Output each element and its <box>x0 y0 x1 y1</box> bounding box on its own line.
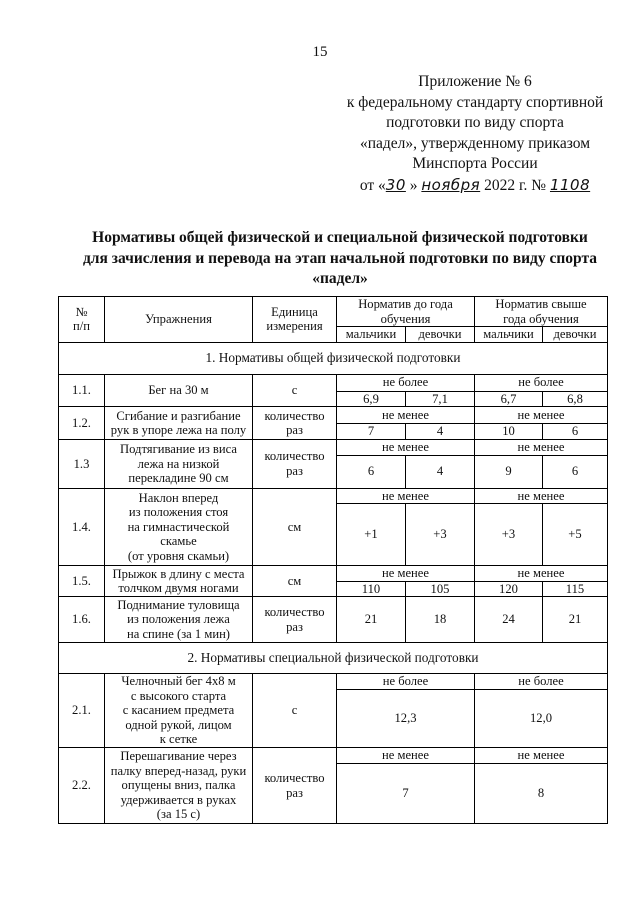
row-condition: не менее <box>475 488 608 504</box>
row-condition: не более <box>475 374 608 391</box>
header-unit: Единица измерения <box>253 297 337 343</box>
value-cell: +3 <box>406 504 475 566</box>
row-condition: не более <box>337 374 475 391</box>
table-row <box>59 748 608 764</box>
table-row <box>59 674 608 690</box>
table-row <box>59 440 608 456</box>
row-unit: количество раз <box>253 748 337 824</box>
row-condition: не менее <box>475 407 608 424</box>
row-exercise: Челночный бег 4х8 м с высокого старта с касанием предмета одной рукой, лицом к сетке <box>105 674 253 748</box>
value-cell: 24 <box>475 597 543 643</box>
row-unit: см <box>253 488 337 566</box>
row-num: 1.1. <box>59 374 105 407</box>
table-row <box>59 566 608 582</box>
title-line: Нормативы общей физической и специальной физической подготовки <box>92 229 588 246</box>
row-condition: не менее <box>475 748 608 764</box>
page-number: 15 <box>312 44 328 60</box>
row-exercise: Наклон вперед из положения стоя на гимнастической скамье (от уровня скамьи) <box>105 488 253 566</box>
row-condition: не более <box>475 674 608 690</box>
row-condition: не менее <box>475 440 608 456</box>
table-row <box>59 374 608 391</box>
date-year: 2022 г. № <box>484 176 547 194</box>
value-cell: 6 <box>337 455 406 488</box>
row-unit: количество раз <box>253 407 337 440</box>
row-num: 1.6. <box>59 597 105 643</box>
table-row <box>59 407 608 424</box>
value-cell: 4 <box>406 424 475 440</box>
header-boys: мальчики <box>475 327 543 343</box>
table-row <box>59 488 608 504</box>
value-cell: 6 <box>543 424 608 440</box>
appendix-line: «падел», утвержденному приказом <box>359 134 591 152</box>
value-cell: +1 <box>337 504 406 566</box>
value-cell: 6,7 <box>475 391 543 407</box>
title-line: «падел» <box>312 270 368 287</box>
value-cell: +3 <box>475 504 543 566</box>
header-norm-over-year: Норматив свыше года обучения <box>475 297 608 327</box>
value-cell: 7 <box>337 764 475 824</box>
row-num: 2.2. <box>59 748 105 824</box>
value-cell: 120 <box>475 581 543 597</box>
appendix-line: Минспорта России <box>412 155 538 172</box>
order-date-line <box>330 175 620 197</box>
header-girls: девочки <box>406 327 475 343</box>
header-exercise: Упражнения <box>105 297 253 343</box>
value-cell: 21 <box>543 597 608 643</box>
row-unit: с <box>253 374 337 407</box>
section-row <box>59 643 608 674</box>
handwritten-day: 30 <box>385 175 406 194</box>
header-boys: мальчики <box>337 327 406 343</box>
date-mid: » <box>409 176 418 194</box>
value-cell: +5 <box>543 504 608 566</box>
row-unit: см <box>253 566 337 597</box>
row-num: 1.4. <box>59 488 105 566</box>
appendix-header <box>330 72 620 196</box>
value-cell: 12,0 <box>475 690 608 748</box>
table-header-row <box>59 297 608 327</box>
section-title: 1. Нормативы общей физической подготовки <box>59 342 608 374</box>
header-num: № п/п <box>59 297 105 343</box>
value-cell: 6,9 <box>337 391 406 407</box>
row-exercise: Подтягивание из виса лежа на низкой перекладине 90 см <box>105 440 253 489</box>
document-title <box>40 228 640 290</box>
appendix-line: подготовки по виду спорта <box>386 114 564 131</box>
row-num: 1.5. <box>59 566 105 597</box>
norms-table <box>58 296 608 824</box>
row-condition: не менее <box>337 748 475 764</box>
value-cell: 10 <box>475 424 543 440</box>
appendix-line: Приложение № 6 <box>418 73 532 90</box>
value-cell: 21 <box>337 597 406 643</box>
value-cell: 12,3 <box>337 690 475 748</box>
value-cell: 105 <box>406 581 475 597</box>
section-title: 2. Нормативы специальной физической подготовки <box>59 643 608 674</box>
value-cell: 115 <box>543 581 608 597</box>
row-condition: не менее <box>337 566 475 582</box>
row-unit: количество раз <box>253 597 337 643</box>
row-num: 1.2. <box>59 407 105 440</box>
row-num: 2.1. <box>59 674 105 748</box>
row-exercise: Прыжок в длину с места толчком двумя ногами <box>105 566 253 597</box>
handwritten-order-number: 1108 <box>549 175 591 194</box>
row-unit: с <box>253 674 337 748</box>
row-condition: не менее <box>337 440 475 456</box>
value-cell: 7 <box>337 424 406 440</box>
row-exercise: Бег на 30 м <box>105 374 253 407</box>
value-cell: 18 <box>406 597 475 643</box>
title-line: для зачисления и перевода на этап начальной подготовки по виду спорта <box>82 249 598 267</box>
row-num: 1.3 <box>59 440 105 489</box>
row-condition: не более <box>337 674 475 690</box>
value-cell: 6,8 <box>543 391 608 407</box>
value-cell: 110 <box>337 581 406 597</box>
row-exercise: Перешагивание через палку вперед-назад, руки опущены вниз, палка удерживается в руках (за 15 с) <box>105 748 253 824</box>
date-prefix: от « <box>359 176 386 194</box>
row-condition: не менее <box>337 488 475 504</box>
row-exercise: Сгибание и разгибание рук в упоре лежа на полу <box>105 407 253 440</box>
value-cell: 7,1 <box>406 391 475 407</box>
header-norm-to-year: Норматив до года обучения <box>337 297 475 327</box>
row-exercise: Поднимание туловища из положения лежа на спине (за 1 мин) <box>105 597 253 643</box>
section-row <box>59 342 608 374</box>
value-cell: 4 <box>406 455 475 488</box>
value-cell: 6 <box>543 455 608 488</box>
handwritten-month: ноября <box>421 175 481 194</box>
row-condition: не менее <box>337 407 475 424</box>
row-unit: количество раз <box>253 440 337 489</box>
table-row <box>59 597 608 643</box>
value-cell: 9 <box>475 455 543 488</box>
row-condition: не менее <box>475 566 608 582</box>
appendix-line: к федеральному стандарту спортивной <box>346 93 604 111</box>
value-cell: 8 <box>475 764 608 824</box>
header-girls: девочки <box>543 327 608 343</box>
